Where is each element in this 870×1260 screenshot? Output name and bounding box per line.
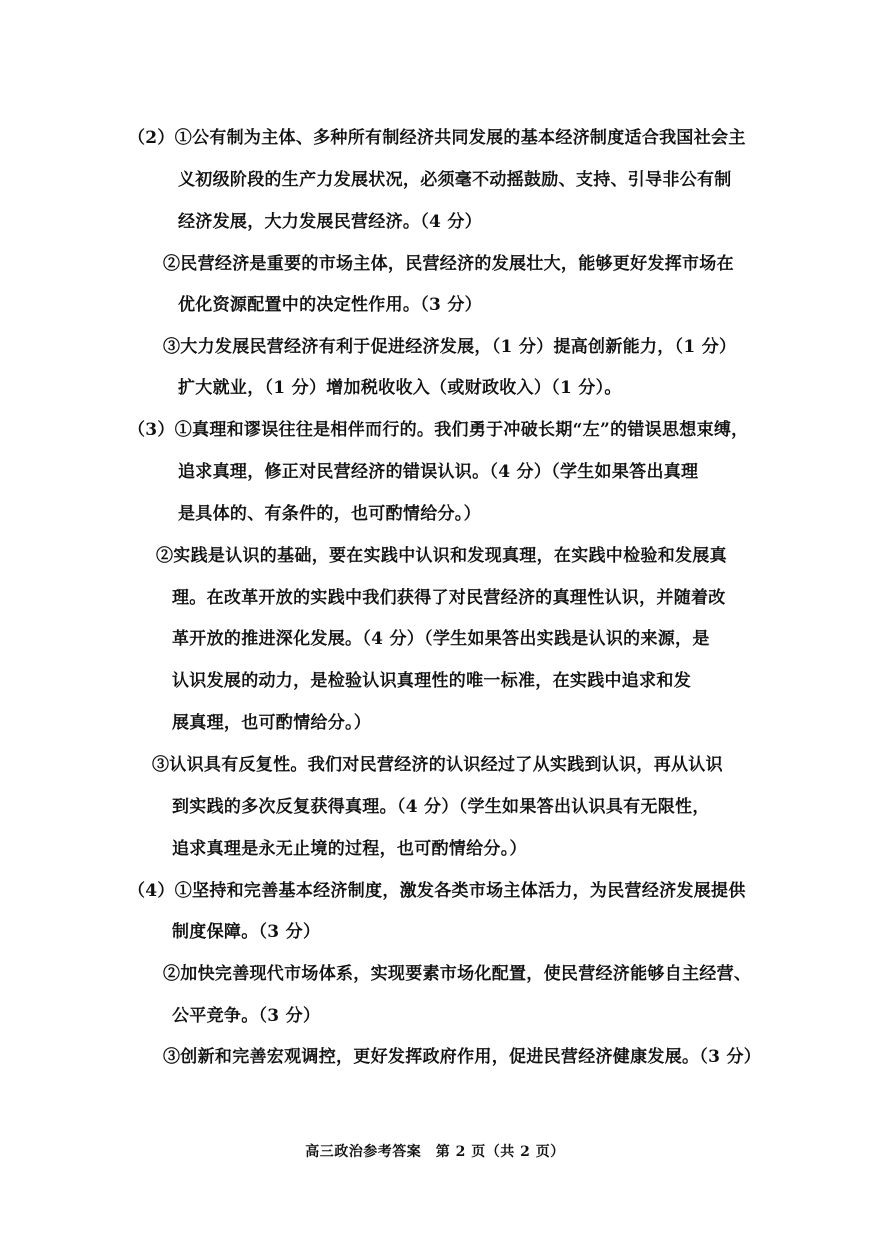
q3-p1-line3: 是具体的、有条件的，也可酌情给分。）: [178, 504, 481, 524]
q3-p2-line5: 展真理，也可酌情给分。）: [172, 713, 372, 733]
q4-p3-line1: ③创新和完善宏观调控，更好发挥政府作用，促进民营经济健康发展。（3 分）: [163, 1047, 762, 1067]
q3-p2-line1: ②实践是认识的基础，要在实践中认识和发现真理，在实践中检验和发展真: [156, 546, 727, 566]
q3-p2-line2: 理。在改革开放的实践中我们获得了对民营经济的真理性认识，并随着改: [172, 588, 726, 608]
q3-p3-line3: 追求真理是永无止境的过程，也可酌情给分。）: [172, 839, 527, 859]
q2-p2-line1: ②民营经济是重要的市场主体，民营经济的发展壮大，能够更好发挥市场在: [163, 254, 734, 274]
q2-p3-line1: ③大力发展民营经济有利于促进经济发展，（1 分）提高创新能力，（1 分）: [163, 337, 737, 357]
q2-p2-line2: 优化资源配置中的决定性作用。（3 分）: [178, 295, 482, 315]
q3-p2-line3: 革开放的推进深化发展。（4 分）（学生如果答出实践是认识的来源，是: [172, 629, 710, 649]
q4-p2-line1: ②加快完善现代市场体系，实现要素市场化配置，使民营经济能够自主经营、: [163, 964, 752, 984]
q4-p1-line2: 制度保障。（3 分）: [172, 922, 321, 942]
q3-p1-line2: 追求真理，修正对民营经济的错误认识。（4 分）（学生如果答出真理: [178, 462, 699, 482]
q2-p3-line2: 扩大就业，（1 分）增加税收收入（或财政收入）（1 分）。: [178, 378, 622, 398]
q3-p1-line1: （3）①真理和谬误往往是相伴而行的。我们勇于冲破长期“左”的错误思想束缚，: [128, 420, 749, 440]
q2-p1-line2: 义初级阶段的生产力发展状况，必须毫不动摇鼓励、支持、引导非公有制: [178, 170, 732, 190]
q4-p1-line1: （4）①坚持和完善基本经济制度，激发各类市场主体活力，为民营经济发展提供: [128, 881, 746, 901]
page-footer: 高三政治参考答案 第 2 页（共 2 页）: [305, 1144, 565, 1160]
q3-p3-line1: ③认识具有反复性。我们对民营经济的认识经过了从实践到认识，再从认识: [152, 755, 723, 775]
q4-p2-line2: 公平竞争。（3 分）: [172, 1006, 321, 1026]
q3-p2-line4: 认识发展的动力，是检验认识真理性的唯一标准，在实践中追求和发: [172, 671, 691, 691]
q2-p1-line1: （2）①公有制为主体、多种所有制经济共同发展的基本经济制度适合我国社会主: [128, 128, 746, 148]
q3-p3-line2: 到实践的多次反复获得真理。（4 分）（学生如果答出认识具有无限性，: [172, 797, 710, 817]
q2-p1-line3: 经济发展，大力发展民营经济。（4 分）: [178, 212, 482, 232]
